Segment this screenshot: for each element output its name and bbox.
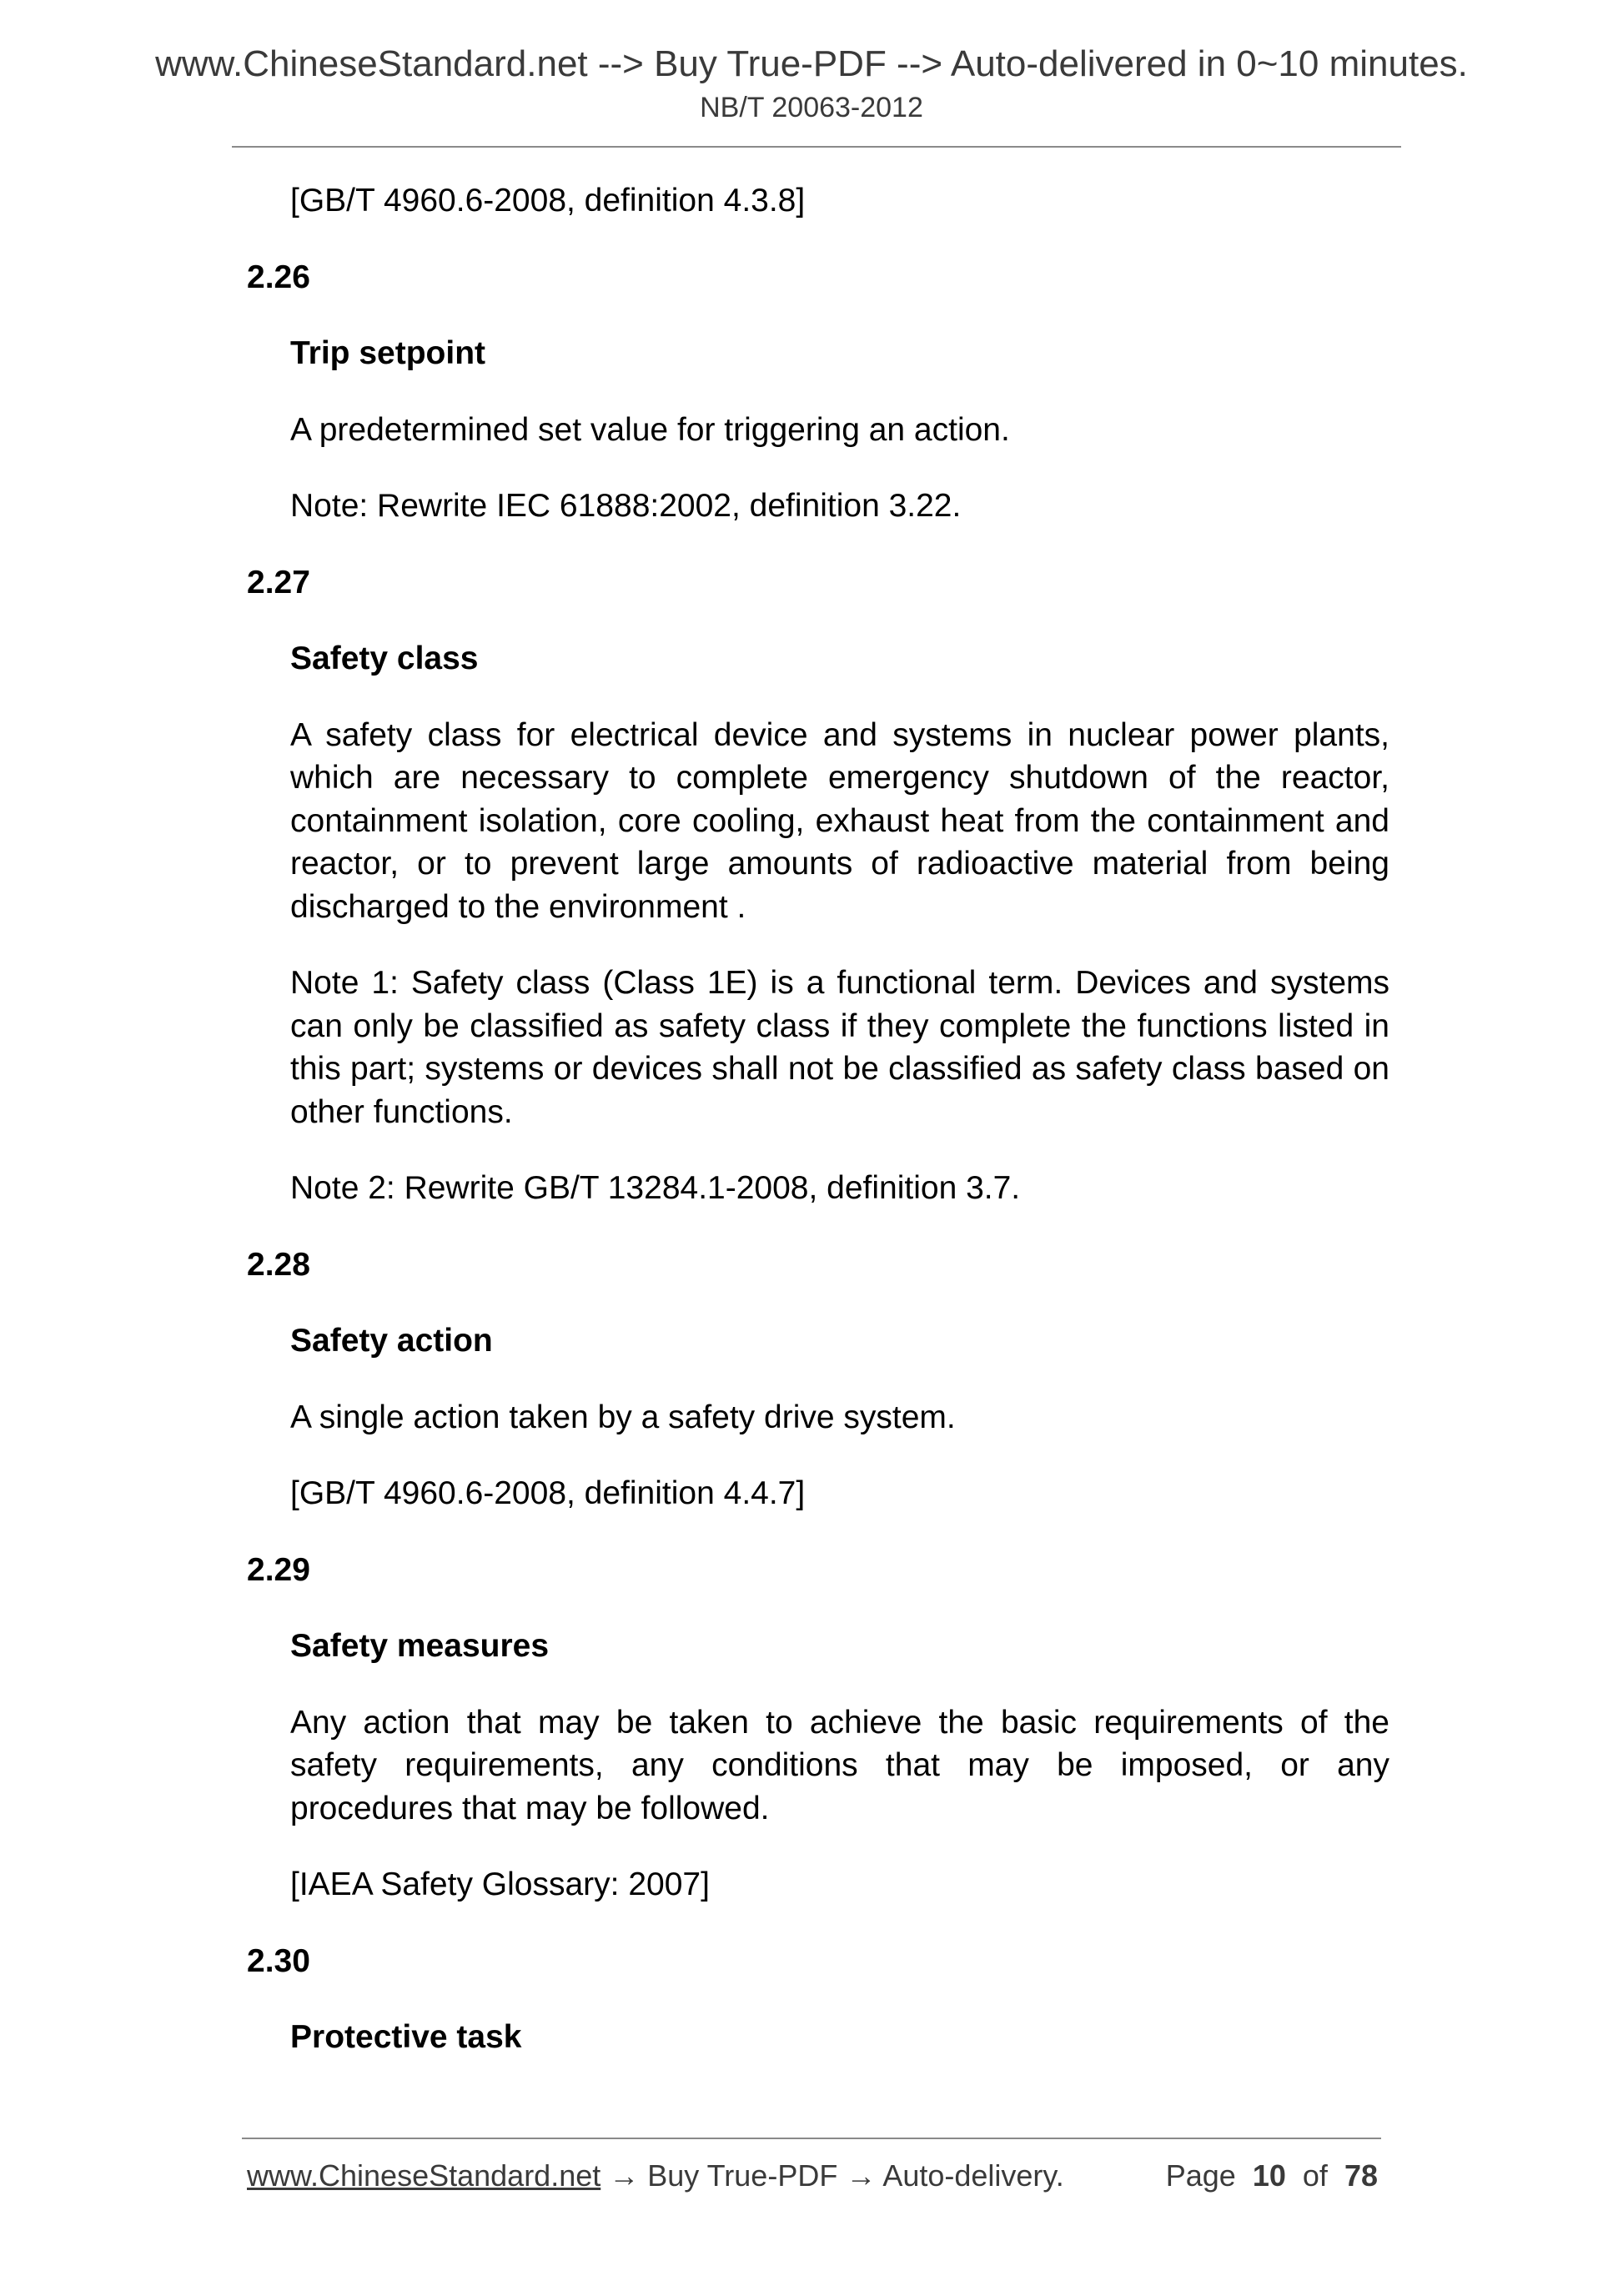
document-body [247, 179, 1389, 2093]
definition-text: A single action taken by a safety drive system. [290, 1399, 956, 1435]
header-banner: www.ChineseStandard.net --> Buy True-PDF --> Auto-delivered in 0~10 minutes. [155, 43, 1468, 84]
reference-citation: [IAEA Safety Glossary: 2007] [290, 1866, 710, 1902]
footer-divider [242, 2138, 1381, 2139]
page-number: 10 [1252, 2158, 1286, 2193]
footer-site-link[interactable]: www.ChineseStandard.net [247, 2158, 601, 2193]
note-text: Note 1: Safety class (Class 1E) is a functional term. Devices and systems can only be classified as safety class if they complete the functions listed in this part; systems or devices shall not be classified as safety class based on other functions. [290, 965, 1389, 1130]
clause-number: 2.30 [247, 1942, 310, 1979]
page-counter [1166, 2158, 1378, 2193]
term-heading: Safety class [290, 641, 479, 676]
term-heading: Trip setpoint [290, 335, 485, 371]
definition-text: A predetermined set value for triggering an action. [290, 411, 1010, 448]
term-heading: Safety action [290, 1323, 493, 1359]
clause-number: 2.29 [247, 1551, 310, 1588]
definition-text: A safety class for electrical device and systems in nuclear power plants, which are necessary to complete emergency shutdown of the reactor, containment isolation, core cooling, exhaust heat from the containment and reactor, or to prevent large amounts of radioactive material from being discharged to the environment . [290, 716, 1389, 925]
note-text: Note 2: Rewrite GB/T 13284.1-2008, definition 3.7. [290, 1170, 1021, 1206]
reference-citation: [GB/T 4960.6-2008, definition 4.4.7] [290, 1475, 806, 1511]
page-label: Page [1165, 2158, 1236, 2193]
of-label: of [1302, 2158, 1328, 2193]
term-heading: Safety measures [290, 1628, 550, 1664]
clause-number: 2.27 [247, 564, 310, 600]
note-text: Note: Rewrite IEC 61888:2002, definition 3.22. [290, 488, 962, 524]
reference-citation: [GB/T 4960.6-2008, definition 4.3.8] [290, 183, 806, 219]
footer-promo-text: → Buy True-PDF → Auto-delivery. [600, 2158, 1064, 2193]
document-number: NB/T 20063-2012 [700, 92, 923, 123]
clause-number: 2.28 [247, 1246, 310, 1283]
definition-text: Any action that may be taken to achieve the basic requirements of the safety requirements, any conditions that may be imposed, or any procedures that may be followed. [290, 1704, 1389, 1826]
clause-number: 2.26 [247, 259, 310, 295]
header-divider [232, 146, 1401, 148]
footer-promo [247, 2158, 1064, 2193]
term-heading: Protective task [290, 2019, 522, 2055]
total-pages: 78 [1344, 2158, 1378, 2193]
